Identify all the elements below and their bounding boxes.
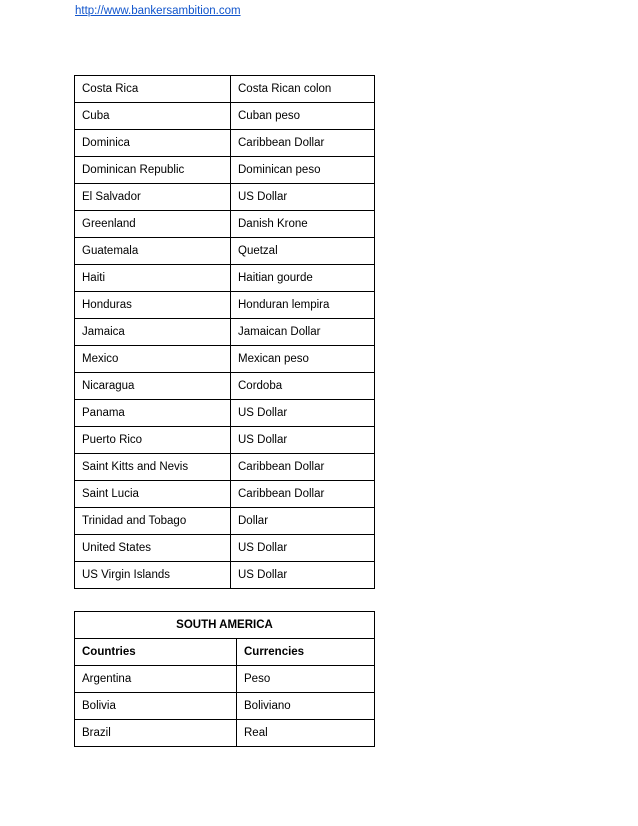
country-cell: Nicaragua — [75, 373, 231, 400]
table-row — [75, 265, 375, 292]
country-cell: Jamaica — [75, 319, 231, 346]
table-row — [75, 481, 375, 508]
currency-cell: US Dollar — [231, 535, 375, 562]
country-cell: Argentina — [75, 666, 237, 693]
country-cell: Guatemala — [75, 238, 231, 265]
currency-cell: Dollar — [231, 508, 375, 535]
table-row — [75, 562, 375, 589]
currency-cell: Jamaican Dollar — [231, 319, 375, 346]
table-row — [75, 454, 375, 481]
currency-cell: Boliviano — [237, 693, 375, 720]
table-row — [75, 400, 375, 427]
currency-cell: US Dollar — [231, 184, 375, 211]
table-row — [75, 427, 375, 454]
country-cell: Saint Lucia — [75, 481, 231, 508]
currency-cell: Costa Rican colon — [231, 76, 375, 103]
table-row — [75, 319, 375, 346]
country-cell: Dominica — [75, 130, 231, 157]
currency-cell: Danish Krone — [231, 211, 375, 238]
country-cell: Cuba — [75, 103, 231, 130]
country-cell: Puerto Rico — [75, 427, 231, 454]
currency-cell: Caribbean Dollar — [231, 130, 375, 157]
table-row — [75, 720, 375, 747]
country-cell: Mexico — [75, 346, 231, 373]
table-row — [75, 130, 375, 157]
table-row — [75, 346, 375, 373]
table-row — [75, 103, 375, 130]
country-cell: Haiti — [75, 265, 231, 292]
table-row — [75, 184, 375, 211]
currency-cell: Caribbean Dollar — [231, 454, 375, 481]
table-row — [75, 292, 375, 319]
region-title: SOUTH AMERICA — [75, 612, 375, 639]
currency-cell: Haitian gourde — [231, 265, 375, 292]
table-row — [75, 76, 375, 103]
table-row — [75, 666, 375, 693]
country-cell: El Salvador — [75, 184, 231, 211]
table-row — [75, 535, 375, 562]
currency-cell: Peso — [237, 666, 375, 693]
currency-cell: Mexican peso — [231, 346, 375, 373]
table-row — [75, 373, 375, 400]
south-america-currency-table — [74, 611, 375, 747]
currency-cell: Honduran lempira — [231, 292, 375, 319]
table-row — [75, 238, 375, 265]
currency-cell: US Dollar — [231, 562, 375, 589]
table-row — [75, 693, 375, 720]
country-cell: Bolivia — [75, 693, 237, 720]
table-row — [75, 211, 375, 238]
country-cell: US Virgin Islands — [75, 562, 231, 589]
table-row — [75, 508, 375, 535]
currency-cell: Cuban peso — [231, 103, 375, 130]
country-cell: Costa Rica — [75, 76, 231, 103]
country-cell: United States — [75, 535, 231, 562]
countries-column-header: Countries — [75, 639, 237, 666]
table-title-row — [75, 612, 375, 639]
country-cell: Dominican Republic — [75, 157, 231, 184]
country-cell: Honduras — [75, 292, 231, 319]
north-america-currency-table — [74, 75, 375, 589]
country-cell: Saint Kitts and Nevis — [75, 454, 231, 481]
currency-cell: US Dollar — [231, 400, 375, 427]
country-cell: Trinidad and Tobago — [75, 508, 231, 535]
table-header-row — [75, 639, 375, 666]
currency-cell: US Dollar — [231, 427, 375, 454]
header-url-link[interactable]: http://www.bankersambition.com — [75, 5, 241, 17]
country-cell: Panama — [75, 400, 231, 427]
currency-cell: Quetzal — [231, 238, 375, 265]
table-row — [75, 157, 375, 184]
country-cell: Greenland — [75, 211, 231, 238]
currency-cell: Caribbean Dollar — [231, 481, 375, 508]
currency-cell: Real — [237, 720, 375, 747]
country-cell: Brazil — [75, 720, 237, 747]
currency-cell: Dominican peso — [231, 157, 375, 184]
currencies-column-header: Currencies — [237, 639, 375, 666]
currency-cell: Cordoba — [231, 373, 375, 400]
